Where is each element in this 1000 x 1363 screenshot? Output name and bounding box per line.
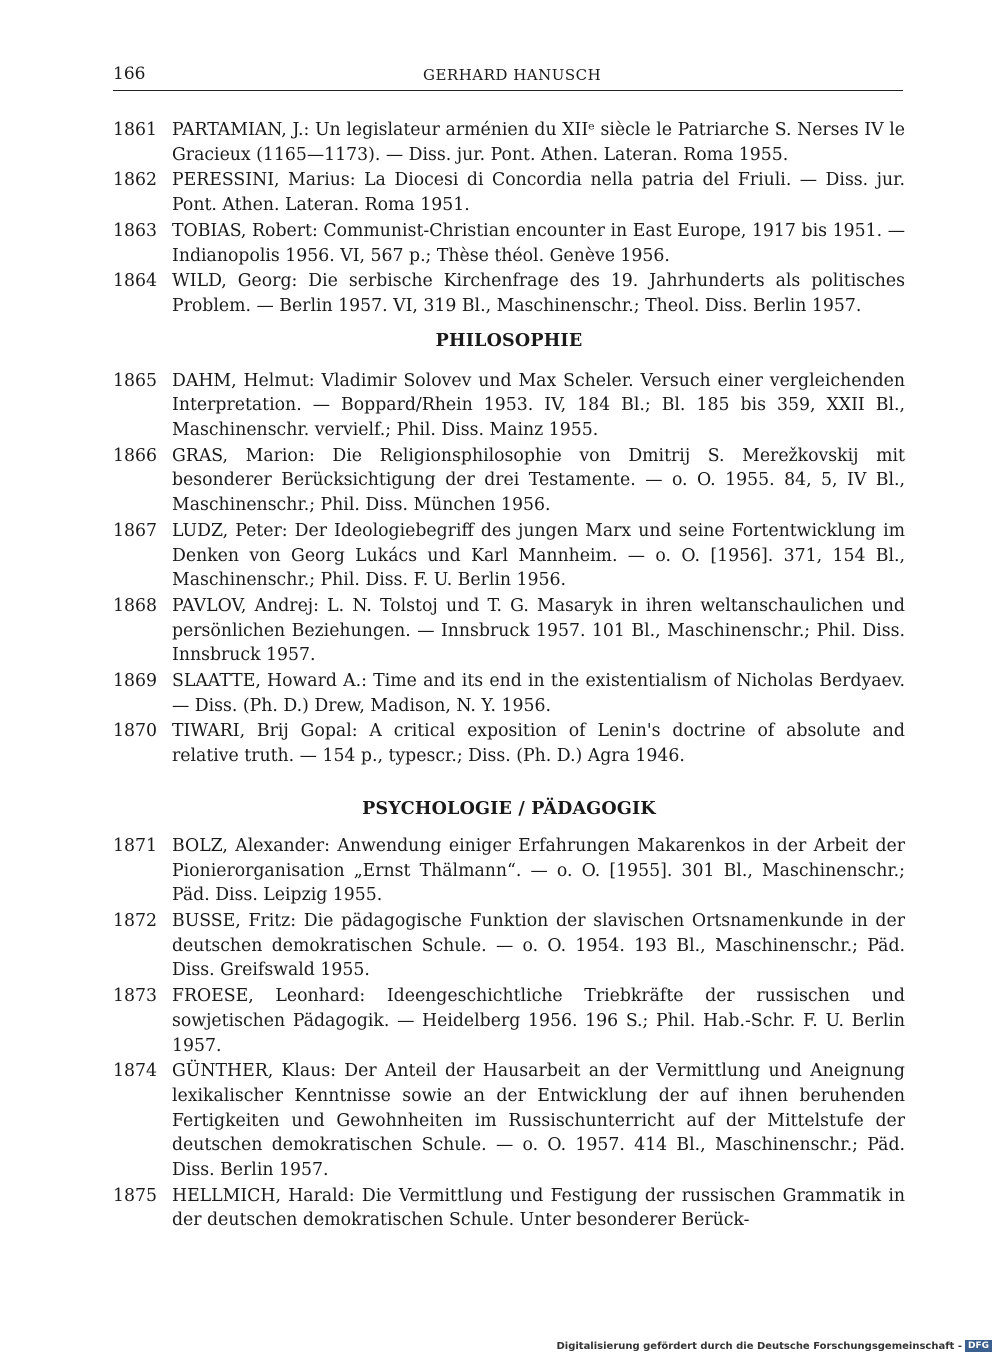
entry-text: HELLMICH, Harald: Die Vermittlung und Festigung der russischen Grammatik in der deutschen demokratischen Schule. Unter besonderer Berück- xyxy=(172,1185,905,1231)
entry-text: TIWARI, Brij Gopal: A critical exposition of Lenin's doctrine of absolute and relative truth. — 154 p., typescr.; Diss. (Ph. D.) Agra 1946. xyxy=(172,721,905,767)
entry-text: GRAS, Marion: Die Religionsphilosophie von Dmitrij S. Merežkovskij mit besonderer Berücksichtigung der drei Testamente. — o. O. 1955. 84, 5, IV Bl., Maschinenschr.; Phil. Diss. München 1956. xyxy=(172,445,905,516)
entry-number: 1875 xyxy=(113,1185,157,1206)
bibliography-entry xyxy=(113,669,905,718)
bibliography-entry xyxy=(113,834,905,908)
bibliography-entry xyxy=(113,269,905,318)
entry-list-philosophie xyxy=(113,369,905,769)
entry-number: 1863 xyxy=(113,220,157,241)
entry-text: WILD, Georg: Die serbische Kirchenfrage des 19. Jahrhunderts als politisches Problem. — Berlin 1957. VI, 319 Bl., Maschinenschr.; Theol. Diss. Berlin 1957. xyxy=(172,271,905,316)
section-heading-psychologie: PSYCHOLOGIE / PÄDAGOGIK xyxy=(362,798,656,819)
page-header xyxy=(113,62,903,91)
entry-text: FROESE, Leonhard: Ideengeschichtliche Triebkräfte der russischen und sowjetischen Pädagogik. — Heidelberg 1956. 196 S.; Phil. Hab.-Schr. F. U. Berlin 1957. xyxy=(172,986,905,1056)
bibliography-entry xyxy=(113,444,905,518)
bibliography-entry xyxy=(113,1059,905,1183)
entry-text: PERESSINI, Marius: La Diocesi di Concordia nella patria del Friuli. — Diss. jur. Pont. Athen. Lateran. Roma 1951. xyxy=(172,170,905,216)
bibliography-entry xyxy=(113,1184,905,1233)
entry-number: 1865 xyxy=(113,370,157,391)
entry-number: 1869 xyxy=(113,671,157,692)
bibliography-entry xyxy=(113,719,905,768)
entry-number: 1874 xyxy=(113,1061,157,1082)
entry-number: 1866 xyxy=(113,445,157,466)
entry-text: PARTAMIAN, J.: Un legislateur arménien du XIIᵉ siècle le Patriarche S. Nerses IV le Gracieux (1165—1173). — Diss. jur. Pont. Athen. Lateran. Roma 1955. xyxy=(172,120,905,165)
entry-list-psychologie xyxy=(113,834,905,1233)
page-number: 166 xyxy=(113,64,146,84)
entry-text: BUSSE, Fritz: Die pädagogische Funktion der slavischen Ortsnamenkunde in der deutschen demokratischen Schule. — o. O. 1954. 193 Bl., Maschinenschr.; Päd. Diss. Greifswald 1955. xyxy=(172,910,905,981)
bibliography-entry xyxy=(113,594,905,668)
bibliography-entry xyxy=(113,519,905,593)
entry-text: PAVLOV, Andrej: L. N. Tolstoj und T. G. Masaryk in ihren weltanschaulichen und persönlichen Beziehungen. — Innsbruck 1957. 101 Bl., Maschinenschr.; Phil. Diss. Innsbruck 1957. xyxy=(172,595,905,666)
bibliography-entry xyxy=(113,118,905,167)
entry-number: 1870 xyxy=(113,721,157,742)
entry-text: SLAATTE, Howard A.: Time and its end in the existentialism of Nicholas Berdyaev. — Diss. (Ph. D.) Drew, Madison, N. Y. 1956. xyxy=(172,671,905,716)
digitization-footer xyxy=(556,1340,992,1352)
entry-text: DAHM, Helmut: Vladimir Solovev und Max Scheler. Versuch einer vergleichenden Interpretation. — Boppard/Rhein 1953. IV, 184 Bl.; Bl. 185 bis 359, XXII Bl., Maschinenschr. vervielf.; Phil. Diss. Mainz 1955. xyxy=(172,370,905,441)
bibliography-entry xyxy=(113,369,905,443)
footer-text: Digitalisierung gefördert durch die Deutsche Forschungsgemeinschaft - xyxy=(556,1340,962,1352)
entry-number: 1867 xyxy=(113,520,157,541)
entry-number: 1862 xyxy=(113,170,157,191)
entry-number: 1868 xyxy=(113,595,157,616)
dfg-logo: DFG xyxy=(965,1340,992,1352)
entry-number: 1861 xyxy=(113,120,157,140)
bibliography-entry xyxy=(113,168,905,217)
bibliography-content xyxy=(113,118,905,1234)
entry-text: GÜNTHER, Klaus: Der Anteil der Hausarbeit an der Vermittlung und Aneignung lexikalischer Kenntnisse sowie an der Entwicklung der auf ihnen beruhenden Fertigkeiten und Gewohnheiten im Russischunterricht auf der Mittelstufe der deutschen demokratischen Schule. — o. O. 1957. 414 Bl., Maschinenschr.; Päd. Diss. Berlin 1957. xyxy=(172,1061,905,1181)
entry-number: 1872 xyxy=(113,910,157,931)
entry-text: TOBIAS, Robert: Communist-Christian encounter in East Europe, 1917 bis 1951. — Indianopolis 1956. VI, 567 p.; Thèse théol. Genève 1956. xyxy=(172,220,905,266)
bibliography-entry xyxy=(113,909,905,983)
section-heading-philosophie: PHILOSOPHIE xyxy=(435,330,583,351)
entry-list-religion xyxy=(113,118,905,319)
entry-number: 1871 xyxy=(113,835,157,856)
entry-number: 1864 xyxy=(113,271,157,292)
entry-text: LUDZ, Peter: Der Ideologiebegriff des jungen Marx und seine Fortentwicklung im Denken von Georg Lukács und Karl Mannheim. — o. O. [1956]. 371, 154 Bl., Maschinenschr.; Phil. Diss. F. U. Berlin 1956. xyxy=(172,520,905,591)
entry-number: 1873 xyxy=(113,986,157,1007)
bibliography-entry xyxy=(113,984,905,1058)
running-title: GERHARD HANUSCH xyxy=(423,66,602,84)
entry-text: BOLZ, Alexander: Anwendung einiger Erfahrungen Makarenkos in der Arbeit der Pionierorganisation „Ernst Thälmann“. — o. O. [1955]. 301 Bl., Maschinenschr.; Päd. Diss. Leipzig 1955. xyxy=(172,835,905,906)
bibliography-entry xyxy=(113,219,905,268)
